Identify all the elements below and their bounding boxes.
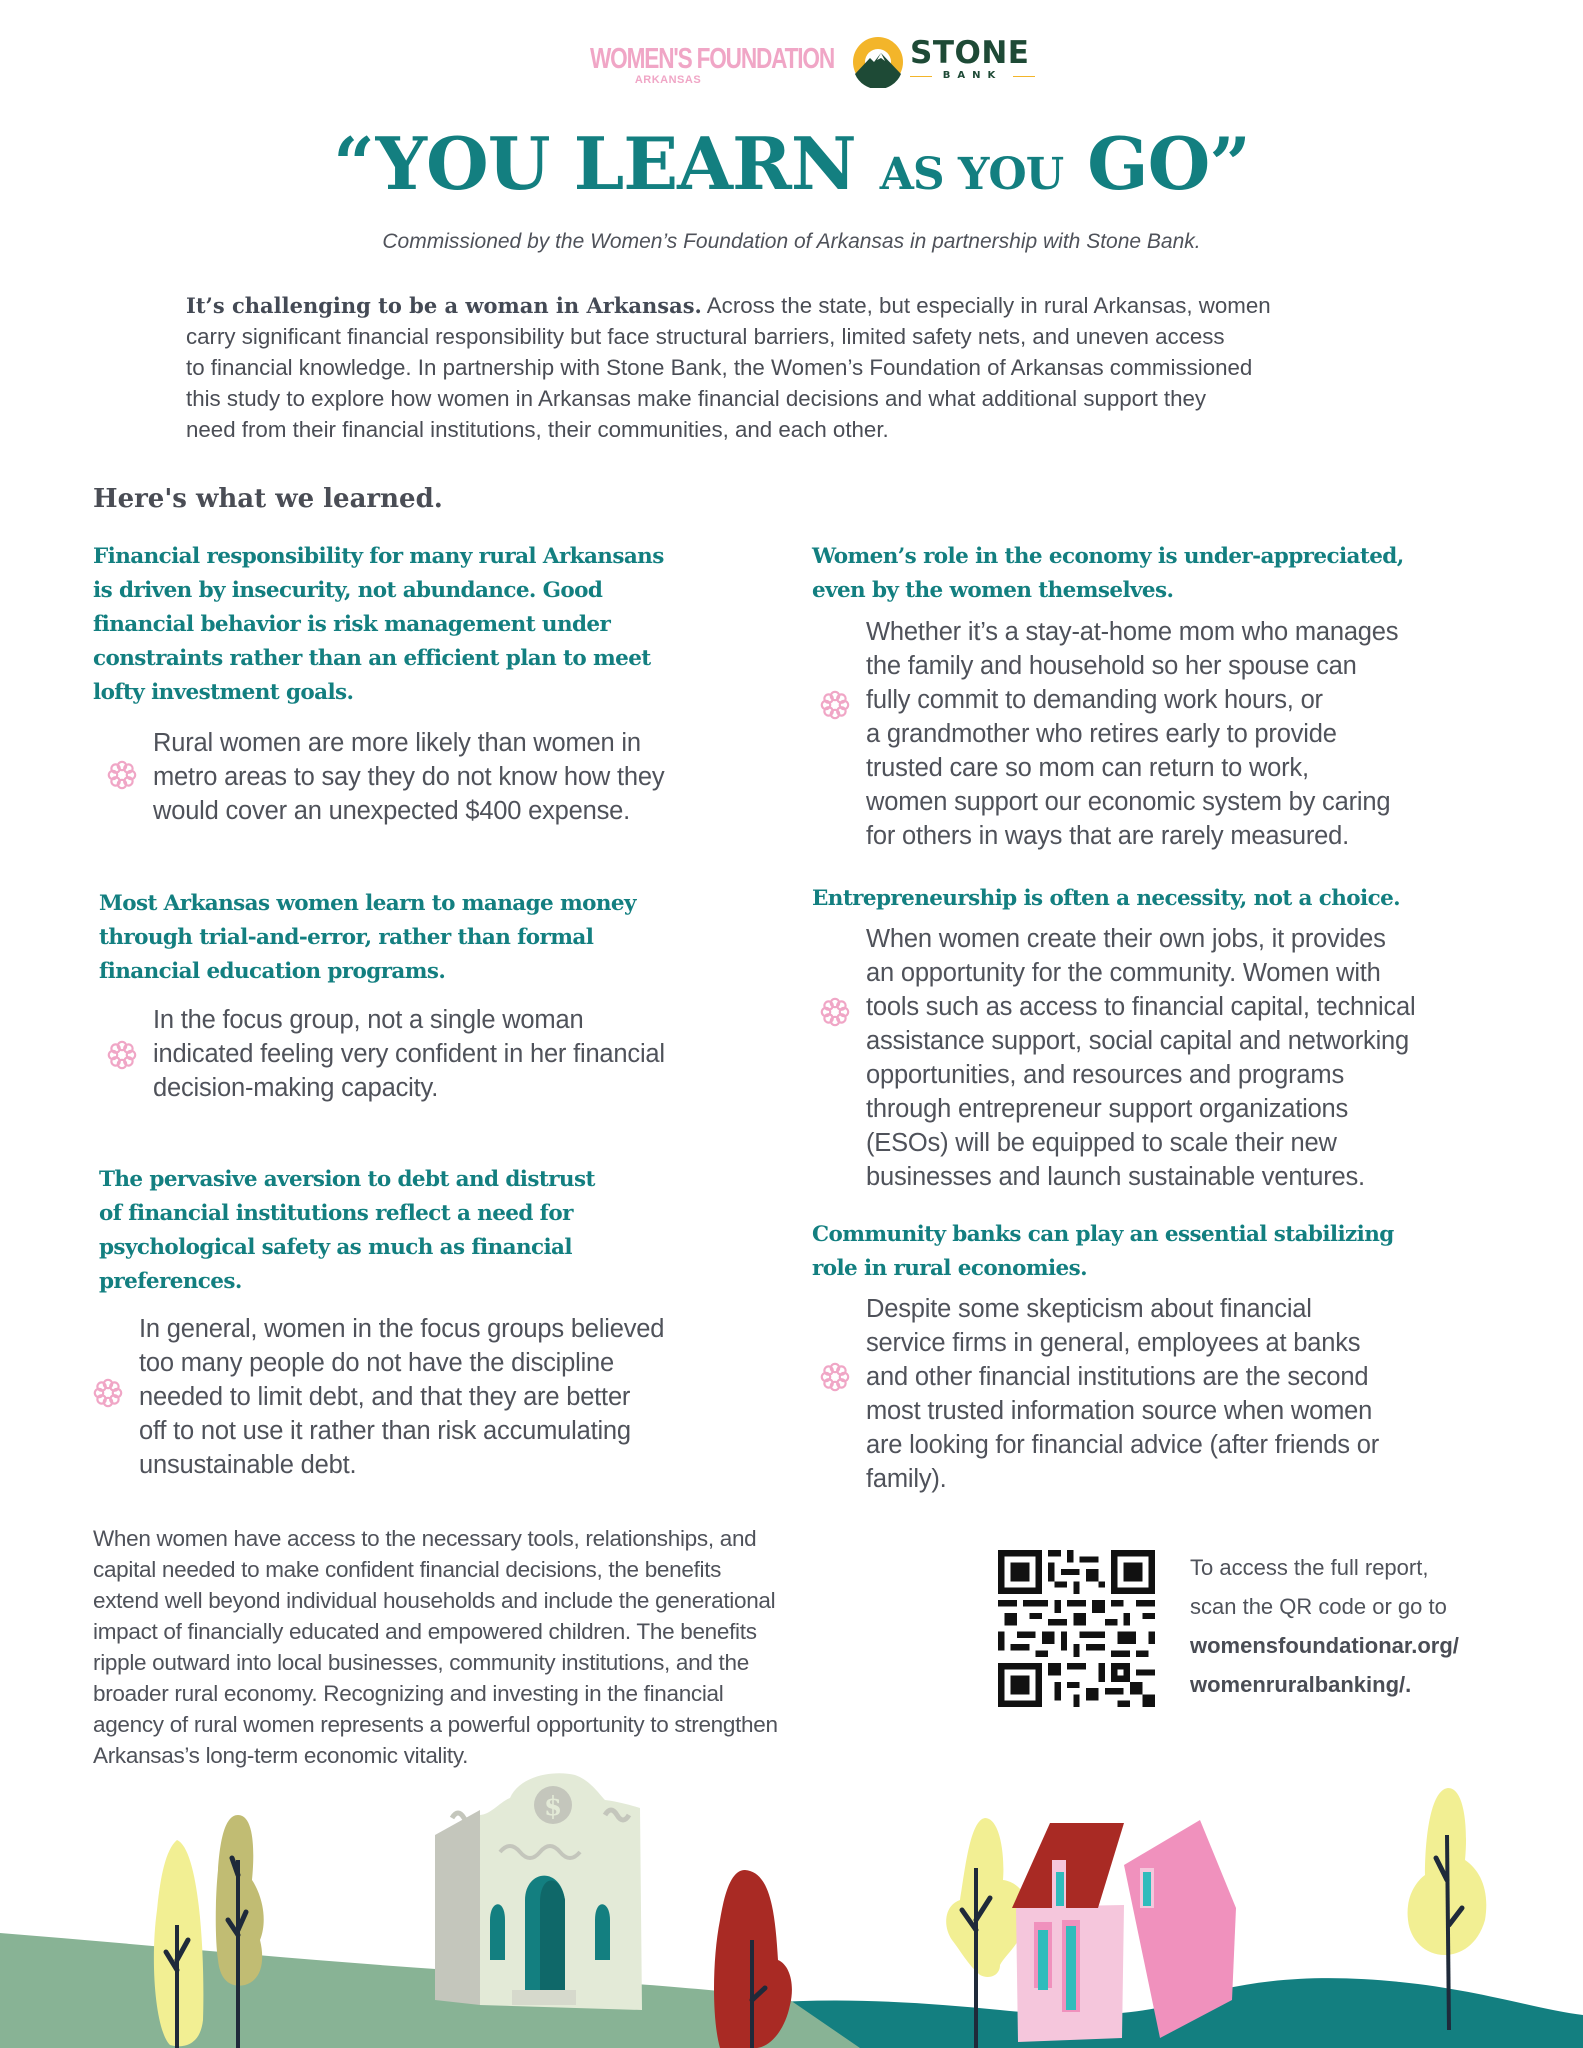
finding-heading (93, 540, 664, 710)
qr-code-icon[interactable] (998, 1550, 1155, 1707)
finding-body-line: indicated feeling very confident in her financial (153, 1040, 665, 1068)
finding-body-line: too many people do not have the discipline (139, 1349, 615, 1377)
stone-bank-logo-sub: BANK (910, 70, 1035, 82)
intro-line: carry significant financial responsibility but face structural barriers, limited safety nets, and uneven access (186, 324, 1225, 349)
finding-heading-line: of financial institutions reflect a need for (99, 1201, 573, 1226)
report-line-2: scan the QR code or go to (1190, 1594, 1447, 1619)
finding-body-line: family). (866, 1465, 947, 1493)
closing-line: extend well beyond individual households and include the generational (93, 1588, 776, 1613)
finding-heading-line: even by the women themselves. (812, 578, 1174, 603)
finding-body (866, 615, 1398, 853)
womens-foundation-logo (568, 43, 835, 86)
finding-body-line: When women create their own jobs, it provides (866, 925, 1386, 953)
finding-heading-line: constraints rather than an efficient plan to meet (93, 646, 651, 671)
closing-line: impact of financially educated and empowered children. The benefits (93, 1619, 757, 1644)
intro-lead: It’s challenging to be a woman in Arkansas. (186, 293, 702, 318)
finding-body-line: service firms in general, employees at banks (866, 1329, 1361, 1357)
pink-house (1012, 1820, 1236, 2042)
closing-line: agency of rural women represents a powerful opportunity to strengthen (93, 1712, 778, 1737)
finding-body-line: are looking for financial advice (after friends or (866, 1431, 1380, 1459)
finding-body (866, 1292, 1379, 1496)
finding-body-line: metro areas to say they do not know how they (153, 763, 665, 791)
finding-heading-line: Women’s role in the economy is under-appreciated, (812, 544, 1404, 569)
closing-line: broader rural economy. Recognizing and investing in the financial (93, 1681, 724, 1706)
finding-body-line: tools such as access to financial capital, technical (866, 993, 1416, 1021)
finding-body-line: an opportunity for the community. Women with (866, 959, 1381, 987)
title-part-2: AS YOU (879, 149, 1064, 200)
report-line-1: To access the full report, (1190, 1555, 1429, 1580)
finding-body-line: (ESOs) will be equipped to scale their new (866, 1129, 1337, 1157)
finding-body-line: decision-making capacity. (153, 1074, 439, 1102)
report-info (1190, 1548, 1459, 1704)
intro-line: this study to explore how women in Arkansas make financial decisions and what additional support they (186, 386, 1207, 411)
finding-body-line: off to not use it rather than risk accumulating (139, 1417, 631, 1445)
stone-bank-mountain-icon (852, 36, 904, 88)
flower-ring-icon (820, 690, 850, 720)
womens-foundation-logo-sub: ARKANSAS (634, 74, 702, 86)
report-url-part-1[interactable]: womensfoundationar.org/ (1190, 1633, 1459, 1658)
finding-body-line: for others in ways that are rarely measured. (866, 822, 1349, 850)
closing-line: Arkansas’s long-term economic vitality. (93, 1743, 469, 1768)
intro-line: to financial knowledge. In partnership with Stone Bank, the Women’s Foundation of Arkansas commissioned (186, 355, 1253, 380)
page-title (0, 118, 1583, 221)
closing-line: When women have access to the necessary tools, relationships, and (93, 1526, 757, 1551)
tree-red (714, 1870, 792, 2048)
finding-body-line: unsustainable debt. (139, 1451, 357, 1479)
finding-body (153, 1003, 665, 1105)
finding-body-line: a grandmother who retires early to provide (866, 720, 1337, 748)
subtitle: Commissioned by the Women’s Foundation of Arkansas in partnership with Stone Bank. (382, 230, 1201, 253)
finding-heading (812, 1218, 1394, 1286)
finding-body-line: through entrepreneur support organizations (866, 1095, 1349, 1123)
finding-body-line: fully commit to demanding work hours, or (866, 686, 1323, 714)
finding-heading-line: The pervasive aversion to debt and distrust (99, 1167, 595, 1192)
finding-body-line: would cover an unexpected $400 expense. (153, 797, 631, 825)
finding-body-line: women support our economic system by caring (866, 788, 1391, 816)
finding-body-line: assistance support, social capital and networking (866, 1027, 1410, 1055)
finding-body-line: opportunities, and resources and programs (866, 1061, 1344, 1089)
stone-bank-logo-name: STONE (910, 35, 1030, 71)
finding-heading-line: Entrepreneurship is often a necessity, not a choice. (812, 886, 1401, 911)
finding-body (139, 1312, 664, 1482)
flower-ring-icon (107, 1040, 137, 1070)
stone-bank-logo (852, 34, 1037, 90)
flower-ring-icon (93, 1378, 123, 1408)
report-url-part-2[interactable]: womenruralbanking/. (1190, 1672, 1412, 1697)
intro-line: Across the state, but especially in rural Arkansas, women (701, 293, 1271, 318)
bank-building (435, 1773, 642, 2010)
section-heading: Here's what we learned. (93, 484, 443, 514)
finding-heading (99, 887, 636, 989)
finding-body-line: trusted care so mom can return to work, (866, 754, 1309, 782)
title-part-3: GO” (1087, 121, 1250, 206)
finding-body-line: Whether it’s a stay-at-home mom who manages (866, 618, 1399, 646)
tree-yellow-1 (154, 1840, 204, 2048)
finding-body-line: Rural women are more likely than women in (153, 729, 641, 757)
finding-body (153, 726, 664, 828)
finding-heading-line: through trial-and-error, rather than formal (99, 925, 594, 950)
finding-body-line: most trusted information source when women (866, 1397, 1373, 1425)
closing-line: capital needed to make confident financial decisions, the benefits (93, 1557, 722, 1582)
finding-heading-line: Financial responsibility for many rural Arkansans (93, 544, 664, 569)
closing-line: ripple outward into local businesses, community institutions, and the (93, 1650, 749, 1675)
womens-foundation-logo-name: WOMEN'S FOUNDATION (590, 43, 835, 75)
rural-town-illustration (0, 1760, 1583, 2048)
finding-heading-line: Most Arkansas women learn to manage money (99, 891, 636, 916)
intro-paragraph (186, 290, 1436, 445)
finding-heading-line: preferences. (99, 1269, 242, 1294)
finding-heading-line: Community banks can play an essential stabilizing (812, 1222, 1394, 1247)
finding-body-line: and other financial institutions are the second (866, 1363, 1369, 1391)
flower-ring-icon (107, 760, 137, 790)
finding-body-line: the family and household so her spouse can (866, 652, 1357, 680)
finding-body-line: Despite some skepticism about financial (866, 1295, 1312, 1323)
finding-heading (812, 540, 1404, 608)
finding-heading-line: financial education programs. (99, 959, 446, 984)
finding-heading-line: is driven by insecurity, not abundance. Good (93, 578, 603, 603)
title-part-1: “YOU LEARN (333, 121, 856, 206)
closing-paragraph (93, 1523, 943, 1771)
finding-body-line: needed to limit debt, and that they are better (139, 1383, 631, 1411)
finding-body (866, 922, 1415, 1194)
dollar-sign-icon: $ (543, 1792, 563, 1822)
finding-body-line: businesses and launch sustainable ventures. (866, 1163, 1365, 1191)
finding-heading-line: psychological safety as much as financial (99, 1235, 572, 1260)
finding-heading-line: lofty investment goals. (93, 680, 354, 705)
finding-body-line: In the focus group, not a single woman (153, 1006, 584, 1034)
finding-heading-line: role in rural economies. (812, 1256, 1088, 1281)
finding-heading-line: financial behavior is risk management under (93, 612, 611, 637)
finding-body-line: In general, women in the focus groups believed (139, 1315, 665, 1343)
flower-ring-icon (820, 997, 850, 1027)
flower-ring-icon (820, 1362, 850, 1392)
finding-heading (812, 882, 1400, 916)
intro-line: need from their financial institutions, their communities, and each other. (186, 417, 889, 442)
finding-heading (99, 1163, 595, 1299)
